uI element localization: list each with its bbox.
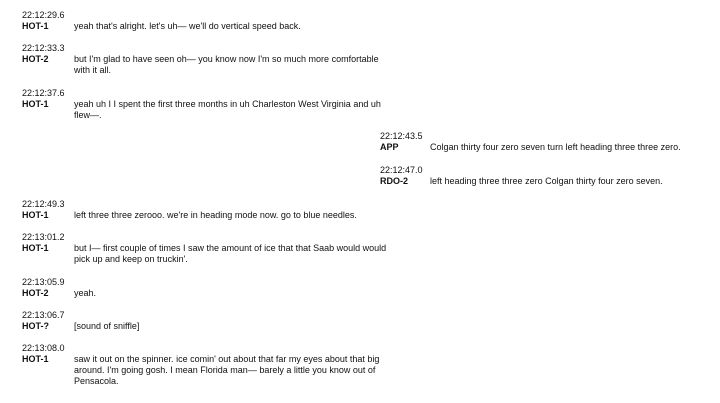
transcript-entry — [22, 277, 394, 299]
utterance-text: yeah that's alright. let's uh— we'll do vertical speed back. — [74, 21, 301, 31]
utterance-text: but I'm glad to have seen oh— you know now I'm so much more comfortable with it all. — [74, 54, 379, 75]
timestamp: 22:13:05.9 — [22, 277, 65, 287]
timestamp: 22:12:37.6 — [22, 88, 65, 98]
speaker-label: HOT-1 — [22, 99, 49, 109]
timestamp: 22:13:08.0 — [22, 343, 65, 353]
utterance-text: [sound of sniffle] — [74, 321, 140, 331]
timestamp: 22:13:06.7 — [22, 310, 65, 320]
utterance-text: but I— first couple of times I saw the amount of ice that that Saab would would pick up and keep on truckin'. — [74, 243, 387, 264]
speaker-label: HOT-1 — [22, 210, 49, 220]
entry-row — [380, 176, 720, 187]
entry-row — [22, 288, 394, 299]
entry-row — [22, 321, 394, 332]
utterance-text: left three three zerooo. we're in heading mode now. go to blue needles. — [74, 210, 357, 220]
entry-row — [22, 354, 394, 387]
utterance-text: yeah. — [74, 288, 97, 298]
speaker-label: APP — [380, 142, 399, 152]
speaker-label: HOT-1 — [22, 21, 49, 31]
utterance-text: Colgan thirty four zero seven turn left heading three three zero. — [430, 142, 681, 152]
transcript-entry — [22, 232, 394, 265]
transcript-entry — [22, 343, 394, 387]
entry-row — [22, 54, 394, 76]
transcript-entry — [22, 43, 394, 76]
entry-row — [22, 243, 394, 265]
timestamp: 22:12:29.6 — [22, 10, 65, 20]
transcript-entry — [380, 131, 720, 153]
speaker-label: HOT-? — [22, 321, 49, 331]
speaker-label: HOT-2 — [22, 54, 49, 64]
transcript-entry — [380, 165, 720, 187]
timestamp: 22:12:49.3 — [22, 199, 65, 209]
entry-row — [380, 142, 720, 153]
timestamp: 22:13:01.2 — [22, 232, 65, 242]
transcript-entry — [22, 10, 394, 32]
speaker-label: HOT-2 — [22, 288, 49, 298]
transcript-entry — [22, 88, 394, 121]
timestamp: 22:12:43.5 — [380, 131, 423, 141]
utterance-text: left heading three three zero Colgan thirty four zero seven. — [430, 176, 663, 186]
entry-row — [22, 21, 394, 32]
speaker-label: HOT-1 — [22, 354, 49, 364]
entry-row — [22, 99, 394, 121]
speaker-label: HOT-1 — [22, 243, 49, 253]
timestamp: 22:12:33.3 — [22, 43, 65, 53]
entry-row — [22, 210, 394, 221]
utterance-text: saw it out on the spinner. ice comin' out about that far my eyes about that big around. I'm going gosh. I mean Florida man— barely a little you know out of Pensacola. — [74, 354, 380, 386]
transcript-entry — [22, 199, 394, 221]
transcript-entry — [22, 310, 394, 332]
timestamp: 22:12:47.0 — [380, 165, 423, 175]
speaker-label: RDO-2 — [380, 176, 409, 186]
utterance-text: yeah uh I I spent the first three months in uh Charleston West Virginia and uh flew—. — [74, 99, 381, 120]
